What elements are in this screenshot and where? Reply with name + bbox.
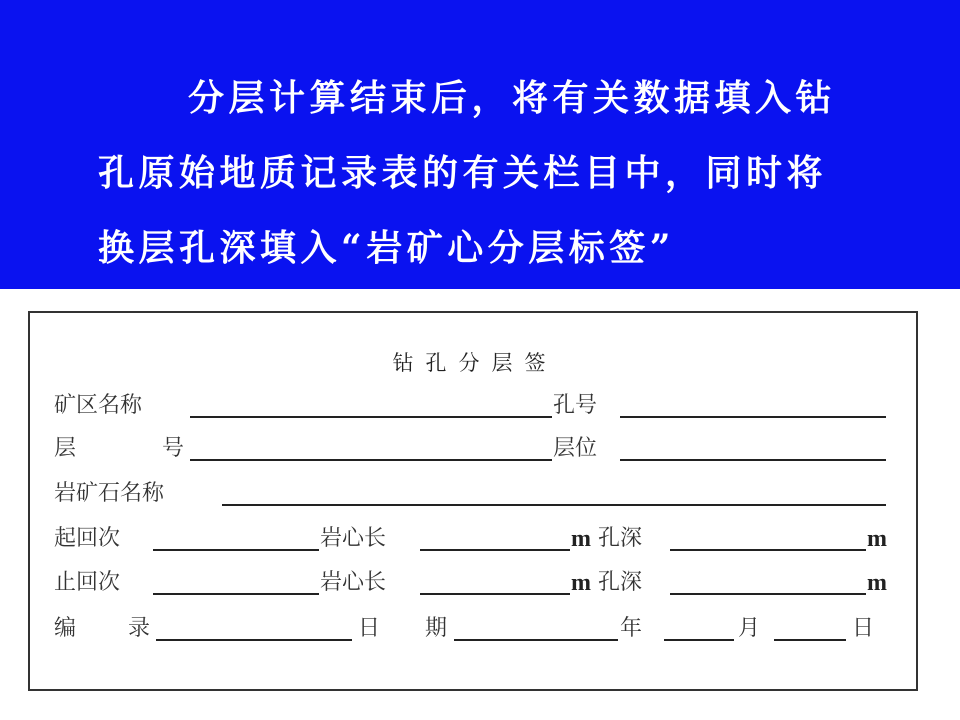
end-hole-depth-label: 孔深 [598, 570, 643, 595]
hole-no-field[interactable] [620, 416, 886, 418]
layer-no-field[interactable] [190, 459, 552, 461]
start-core-length-unit: m [571, 526, 591, 552]
intro-line-1: 分层计算结束后，将有关数据填入钻 [188, 77, 837, 119]
date-year-field[interactable] [454, 639, 618, 641]
end-core-length-unit: m [571, 570, 591, 596]
end-run-field[interactable] [153, 593, 319, 595]
recorder-field[interactable] [156, 639, 352, 641]
year-label: 年 [620, 616, 643, 641]
start-run-label: 起回次 [54, 526, 121, 551]
layer-position-label: 层位 [553, 436, 598, 461]
form-title: 钻孔分层签 [392, 351, 558, 375]
day-label: 日 [852, 616, 875, 641]
start-hole-depth-field[interactable] [670, 549, 866, 551]
start-core-length-field[interactable] [420, 549, 570, 551]
recorder-label-char2: 录 [128, 616, 151, 641]
layer-no-label-char2: 号 [162, 436, 185, 461]
end-core-length-field[interactable] [420, 593, 570, 595]
end-hole-depth-unit: m [867, 570, 887, 596]
intro-banner [0, 0, 960, 289]
intro-line-2: 孔原始地质记录表的有关栏目中，同时将 [98, 152, 828, 194]
layer-position-field[interactable] [620, 459, 886, 461]
date-label-char2: 期 [425, 616, 448, 641]
rock-ore-name-label: 岩矿石名称 [54, 481, 165, 506]
intro-line-3: 换层孔深填入“岩矿心分层标签” [98, 227, 675, 269]
mine-area-name-label: 矿区名称 [54, 393, 143, 418]
start-core-length-label: 岩心长 [320, 526, 387, 551]
rock-ore-name-field[interactable] [222, 504, 886, 506]
layer-no-label-char1: 层 [54, 436, 77, 461]
date-day-field[interactable] [774, 639, 846, 641]
start-hole-depth-label: 孔深 [598, 526, 643, 551]
month-label: 月 [738, 616, 761, 641]
date-month-field[interactable] [664, 639, 734, 641]
end-run-label: 止回次 [54, 570, 121, 595]
end-core-length-label: 岩心长 [320, 570, 387, 595]
recorder-label-char1: 编 [54, 616, 77, 641]
start-hole-depth-unit: m [867, 526, 887, 552]
hole-no-label: 孔号 [553, 393, 598, 418]
start-run-field[interactable] [153, 549, 319, 551]
layer-label-form [28, 311, 918, 691]
mine-area-name-field[interactable] [190, 416, 552, 418]
end-hole-depth-field[interactable] [670, 593, 866, 595]
date-label-char1: 日 [358, 616, 381, 641]
